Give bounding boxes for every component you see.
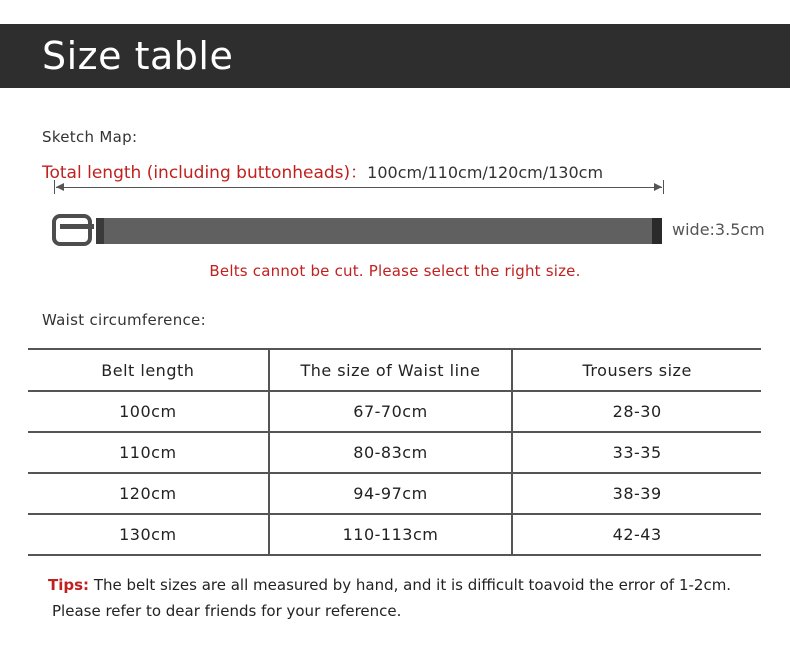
size-table bbox=[28, 348, 761, 556]
total-length-line bbox=[42, 158, 603, 183]
table-row bbox=[28, 473, 761, 514]
header-trousers-size: Trousers size bbox=[512, 349, 761, 391]
header-waist-line: The size of Waist line bbox=[269, 349, 513, 391]
tips-line2: Please refer to dear friends for your reference. bbox=[52, 602, 402, 620]
cell-waist-line: 94-97cm bbox=[269, 473, 513, 514]
arrow-right-icon bbox=[654, 183, 662, 191]
tips-label: Tips: bbox=[48, 576, 90, 594]
tips-note bbox=[48, 572, 768, 624]
cell-trousers-size: 33-35 bbox=[512, 432, 761, 473]
cell-belt-length: 100cm bbox=[28, 391, 269, 432]
cell-waist-line: 80-83cm bbox=[269, 432, 513, 473]
header-belt-length: Belt length bbox=[28, 349, 269, 391]
belt-strap-tip bbox=[652, 218, 662, 244]
dimension-line bbox=[56, 187, 662, 188]
cell-waist-line: 110-113cm bbox=[269, 514, 513, 555]
total-length-label: Total length (including buttonheads)： bbox=[42, 163, 368, 183]
tips-line1: The belt sizes are all measured by hand, and it is difficult toavoid the error of 1-2cm. bbox=[89, 576, 732, 594]
cannot-cut-warning: Belts cannot be cut. Please select the right size. bbox=[209, 262, 581, 280]
dimension-tick-left bbox=[54, 180, 55, 194]
belt-buckle-icon bbox=[52, 214, 92, 246]
cell-trousers-size: 28-30 bbox=[512, 391, 761, 432]
dimension-tick-right bbox=[663, 180, 664, 194]
table-row bbox=[28, 391, 761, 432]
cell-waist-line: 67-70cm bbox=[269, 391, 513, 432]
cell-trousers-size: 42-43 bbox=[512, 514, 761, 555]
cell-belt-length: 120cm bbox=[28, 473, 269, 514]
table-header-row bbox=[28, 349, 761, 391]
cell-belt-length: 130cm bbox=[28, 514, 269, 555]
arrow-left-icon bbox=[56, 183, 64, 191]
waist-circumference-label: Waist circumference: bbox=[42, 311, 206, 329]
buckle-pin bbox=[60, 224, 94, 229]
sketch-map-label: Sketch Map: bbox=[42, 128, 138, 146]
table-row bbox=[28, 514, 761, 555]
cell-trousers-size: 38-39 bbox=[512, 473, 761, 514]
title-banner bbox=[0, 24, 790, 88]
belt-width-label: wide:3.5cm bbox=[672, 220, 765, 239]
buckle-bar bbox=[96, 218, 104, 244]
total-length-values: 100cm/110cm/120cm/130cm bbox=[367, 163, 604, 182]
page-title: Size table bbox=[42, 34, 234, 78]
table-row bbox=[28, 432, 761, 473]
belt-strap bbox=[104, 218, 652, 244]
cell-belt-length: 110cm bbox=[28, 432, 269, 473]
